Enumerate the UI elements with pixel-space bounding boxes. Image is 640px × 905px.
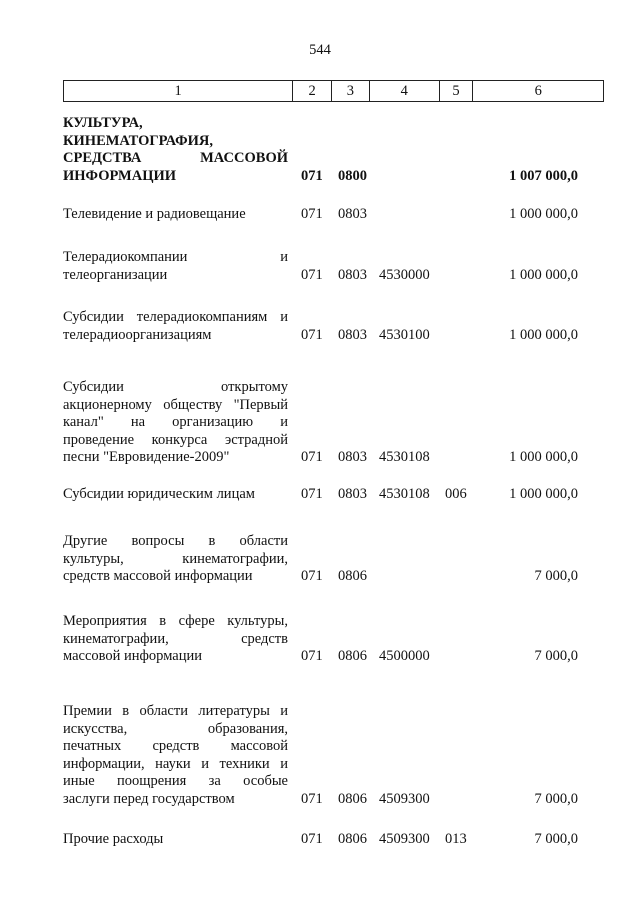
description-line: телеорганизации xyxy=(63,266,168,283)
description-line: акционерному обществу "Первый xyxy=(63,396,288,413)
row-ministry-code: 071 xyxy=(301,790,323,807)
row-amount: 1 000 000,0 xyxy=(509,326,578,343)
table-row xyxy=(63,206,604,224)
row-section-code: 0803 xyxy=(338,266,367,283)
row-amount: 1 000 000,0 xyxy=(509,486,578,502)
row-target-code: 4530108 xyxy=(379,449,430,465)
description-line: СРЕДСТВА МАССОВОЙ xyxy=(63,150,288,166)
table-row xyxy=(63,613,604,666)
row-description xyxy=(63,115,288,185)
row-description xyxy=(63,486,288,504)
row-target-code: 4509300 xyxy=(379,790,430,807)
table-row xyxy=(63,115,604,185)
row-amount: 7 000,0 xyxy=(534,831,578,847)
description-line: информации, науки и техники и xyxy=(63,755,288,772)
description-line: проведение конкурса эстрадной xyxy=(63,431,288,448)
description-line: Субсидии телерадиокомпаниям и xyxy=(63,309,288,325)
description-line: Субсидии открытому xyxy=(63,379,288,395)
description-line: КИНЕМАТОГРАФИЯ, xyxy=(63,132,213,149)
row-section-code: 0806 xyxy=(338,790,367,807)
description-line: телерадиоорганизациям xyxy=(63,326,212,343)
description-line: ИНФОРМАЦИИ xyxy=(63,167,177,184)
description-line: печатных средств массовой xyxy=(63,738,288,754)
row-ministry-code: 071 xyxy=(301,167,323,184)
description-line: заслуги перед государством xyxy=(63,790,235,807)
description-line: Телерадиокомпании и xyxy=(63,249,288,265)
description-line: культуры, кинематографии, xyxy=(63,550,288,567)
row-ministry-code: 071 xyxy=(301,326,323,343)
table-row xyxy=(63,379,604,467)
table-row xyxy=(63,703,604,808)
row-ministry-code: 071 xyxy=(301,831,323,847)
row-description xyxy=(63,703,288,808)
table-row xyxy=(63,486,604,504)
row-amount: 1 007 000,0 xyxy=(509,167,578,184)
row-target-code: 4500000 xyxy=(379,648,430,664)
row-description xyxy=(63,831,288,849)
description-line: кинематографии, средств xyxy=(63,630,288,647)
description-line: Прочие расходы xyxy=(63,831,164,847)
description-line: канал" на организацию и xyxy=(63,414,288,430)
table-row xyxy=(63,831,604,849)
row-section-code: 0803 xyxy=(338,326,367,343)
description-line: средств массовой информации xyxy=(63,568,253,584)
row-section-code: 0803 xyxy=(338,486,367,502)
row-description xyxy=(63,379,288,467)
description-line: искусства, образования, xyxy=(63,720,288,737)
description-line: Другие вопросы в области xyxy=(63,533,288,549)
table-row xyxy=(63,309,604,344)
row-amount: 7 000,0 xyxy=(534,568,578,584)
description-line: Мероприятия в сфере культуры, xyxy=(63,613,288,629)
description-line: массовой информации xyxy=(63,648,203,664)
row-target-code: 4530108 xyxy=(379,486,430,502)
header-col-4: 4 xyxy=(370,81,440,101)
row-target-code: 4530100 xyxy=(379,326,430,343)
row-description xyxy=(63,309,288,344)
description-line: песни "Евровидение-2009" xyxy=(63,449,230,465)
description-line: Премии в области литературы и xyxy=(63,703,288,719)
row-ministry-code: 071 xyxy=(301,206,323,222)
row-ministry-code: 071 xyxy=(301,449,323,465)
row-description xyxy=(63,206,288,224)
header-col-3: 3 xyxy=(332,81,370,101)
header-col-6: 6 xyxy=(534,83,542,99)
row-section-code: 0806 xyxy=(338,648,367,664)
header-col-2: 2 xyxy=(293,81,332,101)
table-row xyxy=(63,249,604,284)
row-target-code: 4509300 xyxy=(379,831,430,847)
description-line: Телевидение и радиовещание xyxy=(63,206,246,222)
row-amount: 1 000 000,0 xyxy=(509,266,578,283)
row-description xyxy=(63,533,288,586)
row-expense-type: 006 xyxy=(445,486,467,502)
table-header xyxy=(63,80,604,102)
row-section-code: 0803 xyxy=(338,449,367,465)
description-line: КУЛЬТУРА, xyxy=(63,115,143,131)
row-description xyxy=(63,249,288,284)
row-amount: 7 000,0 xyxy=(534,790,578,807)
row-section-code: 0806 xyxy=(338,568,367,584)
header-col-5: 5 xyxy=(440,81,474,101)
row-ministry-code: 071 xyxy=(301,486,323,502)
row-section-code: 0806 xyxy=(338,831,367,847)
row-ministry-code: 071 xyxy=(301,648,323,664)
row-ministry-code: 071 xyxy=(301,266,323,283)
row-description xyxy=(63,613,288,666)
row-amount: 7 000,0 xyxy=(534,648,578,664)
table-row xyxy=(63,533,604,586)
row-amount: 1 000 000,0 xyxy=(509,449,578,465)
description-line: иные поощрения за особые xyxy=(63,773,288,789)
page-number: 544 xyxy=(309,42,331,58)
row-amount: 1 000 000,0 xyxy=(509,206,578,222)
header-col-1: 1 xyxy=(64,81,293,101)
description-line: Субсидии юридическим лицам xyxy=(63,486,255,502)
row-section-code: 0803 xyxy=(338,206,367,222)
row-ministry-code: 071 xyxy=(301,568,323,584)
row-expense-type: 013 xyxy=(445,831,467,847)
row-section-code: 0800 xyxy=(338,167,367,184)
row-target-code: 4530000 xyxy=(379,266,430,283)
